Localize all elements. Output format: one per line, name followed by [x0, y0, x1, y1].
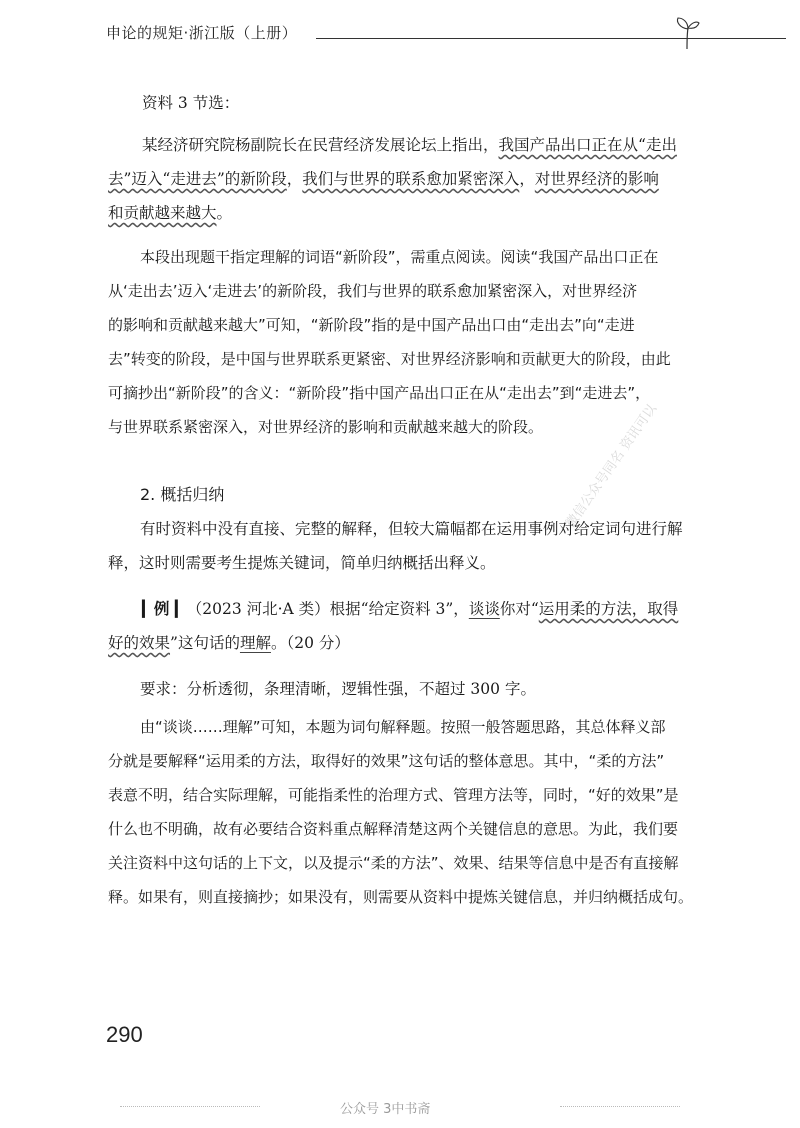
- text-line: 由“谈谈……理解”可知，本题为词句解释题。按照一般答题思路，其总体释义部: [140, 718, 666, 736]
- excerpt-paragraph: [108, 128, 718, 230]
- example-highlight: 好的效果: [108, 634, 171, 652]
- text-line: 分就是要解释“运用柔的方法，取得好的效果”这句话的整体意思。其中，“柔的方法”: [108, 752, 665, 770]
- sprout-icon: [674, 16, 700, 50]
- text-line: 关注资料中这句话的上下文，以及提示“柔的方法”、效果、结果等信息中是否有直接解: [108, 854, 679, 872]
- text-line: 有时资料中没有直接、完整的解释，但较大篇幅都在运用事例对给定词句进行解: [140, 520, 683, 538]
- example-text: （2023 河北·A 类）根据“给定资料 3”，: [186, 600, 469, 618]
- example-marker: ▎例 ▎: [142, 600, 187, 618]
- text-line: 释，这时则需要考生提炼关键词，简单归纳概括出释义。: [108, 554, 496, 572]
- header-title: 申论的规矩·浙江版（上册）: [106, 24, 298, 42]
- scan-artifact: [120, 1106, 260, 1109]
- text-line: 的影响和贡献越来越大”可知，“新阶段”指的是中国产品出口由“走出去”向“走进: [108, 316, 635, 334]
- section-heading: 2. 概括归纳: [140, 485, 225, 504]
- analysis-paragraph-1: [108, 240, 718, 444]
- text-line: 什么也不明确，故有必要结合资料重点解释清楚这两个关键信息的意思。为此，我们要: [108, 820, 679, 838]
- running-header: [106, 22, 706, 48]
- watermark: 微信公众号同名 资讯可以: [563, 401, 660, 531]
- excerpt-text: ，: [519, 170, 535, 188]
- example-highlight: 运用柔的方法，取得: [538, 600, 679, 618]
- excerpt-highlight: 对世界经济的影响: [534, 170, 659, 188]
- excerpt-highlight: 我国产品出口正在从“走出: [498, 136, 677, 154]
- text-line: 从‘走出去’迈入‘走进去’的新阶段，我们与世界的联系愈加紧密深入，对世界经济: [108, 282, 638, 300]
- bottom-scan-mark: 公众号 3中书斋: [340, 1102, 431, 1117]
- excerpt-text: 某经济研究院杨副院长在民营经济发展论坛上指出，: [142, 136, 499, 154]
- text-line: 本段出现题干指定理解的词语“新阶段”，需重点阅读。阅读“我国产品出口正在: [140, 248, 659, 266]
- example-requirement: 要求：分析透彻，条理清晰，逻辑性强，不超过 300 字。: [140, 680, 536, 698]
- text-line: 表意不明，结合实际理解，可能指柔性的治理方式、管理方法等，同时，“好的效果”是: [108, 786, 679, 804]
- analysis-paragraph-2: [108, 710, 718, 914]
- excerpt-highlight: 和贡献越来越大: [108, 204, 217, 222]
- excerpt-highlight: 去”迈入“走进去”的新阶段: [108, 170, 287, 188]
- example-highlight: 谈谈: [468, 600, 500, 618]
- excerpt-highlight: 我们与世界的联系愈加紧密深入: [302, 170, 520, 188]
- example-highlight: 理解: [239, 634, 271, 652]
- example-text: 你对“: [499, 600, 539, 618]
- excerpt-text: ，: [286, 170, 303, 188]
- example-text: 。（20 分）: [270, 634, 350, 652]
- example-question: [108, 592, 718, 660]
- text-line: 释。如果有，则直接摘抄；如果没有，则需要从资料中提炼关键信息，并归纳概括成句。: [108, 888, 694, 906]
- section2-paragraph: [108, 512, 718, 580]
- example-text: ”这句话的: [170, 634, 240, 652]
- text-line: 去”转变的阶段，是中国与世界联系更紧密、对世界经济影响和贡献更大的阶段，由此: [108, 350, 671, 368]
- text-line: 与世界联系紧密深入，对世界经济的影响和贡献越来越大的阶段。: [108, 418, 544, 436]
- excerpt-label: 资料 3 节选：: [142, 94, 240, 112]
- excerpt-text: 。: [216, 204, 233, 222]
- scan-artifact: [560, 1106, 680, 1109]
- page-number: 290: [106, 1022, 143, 1047]
- text-line: 可摘抄出“新阶段”的含义：“新阶段”指中国产品出口正在从“走出去”到“走进去”，: [108, 384, 651, 402]
- header-rule: [316, 38, 786, 39]
